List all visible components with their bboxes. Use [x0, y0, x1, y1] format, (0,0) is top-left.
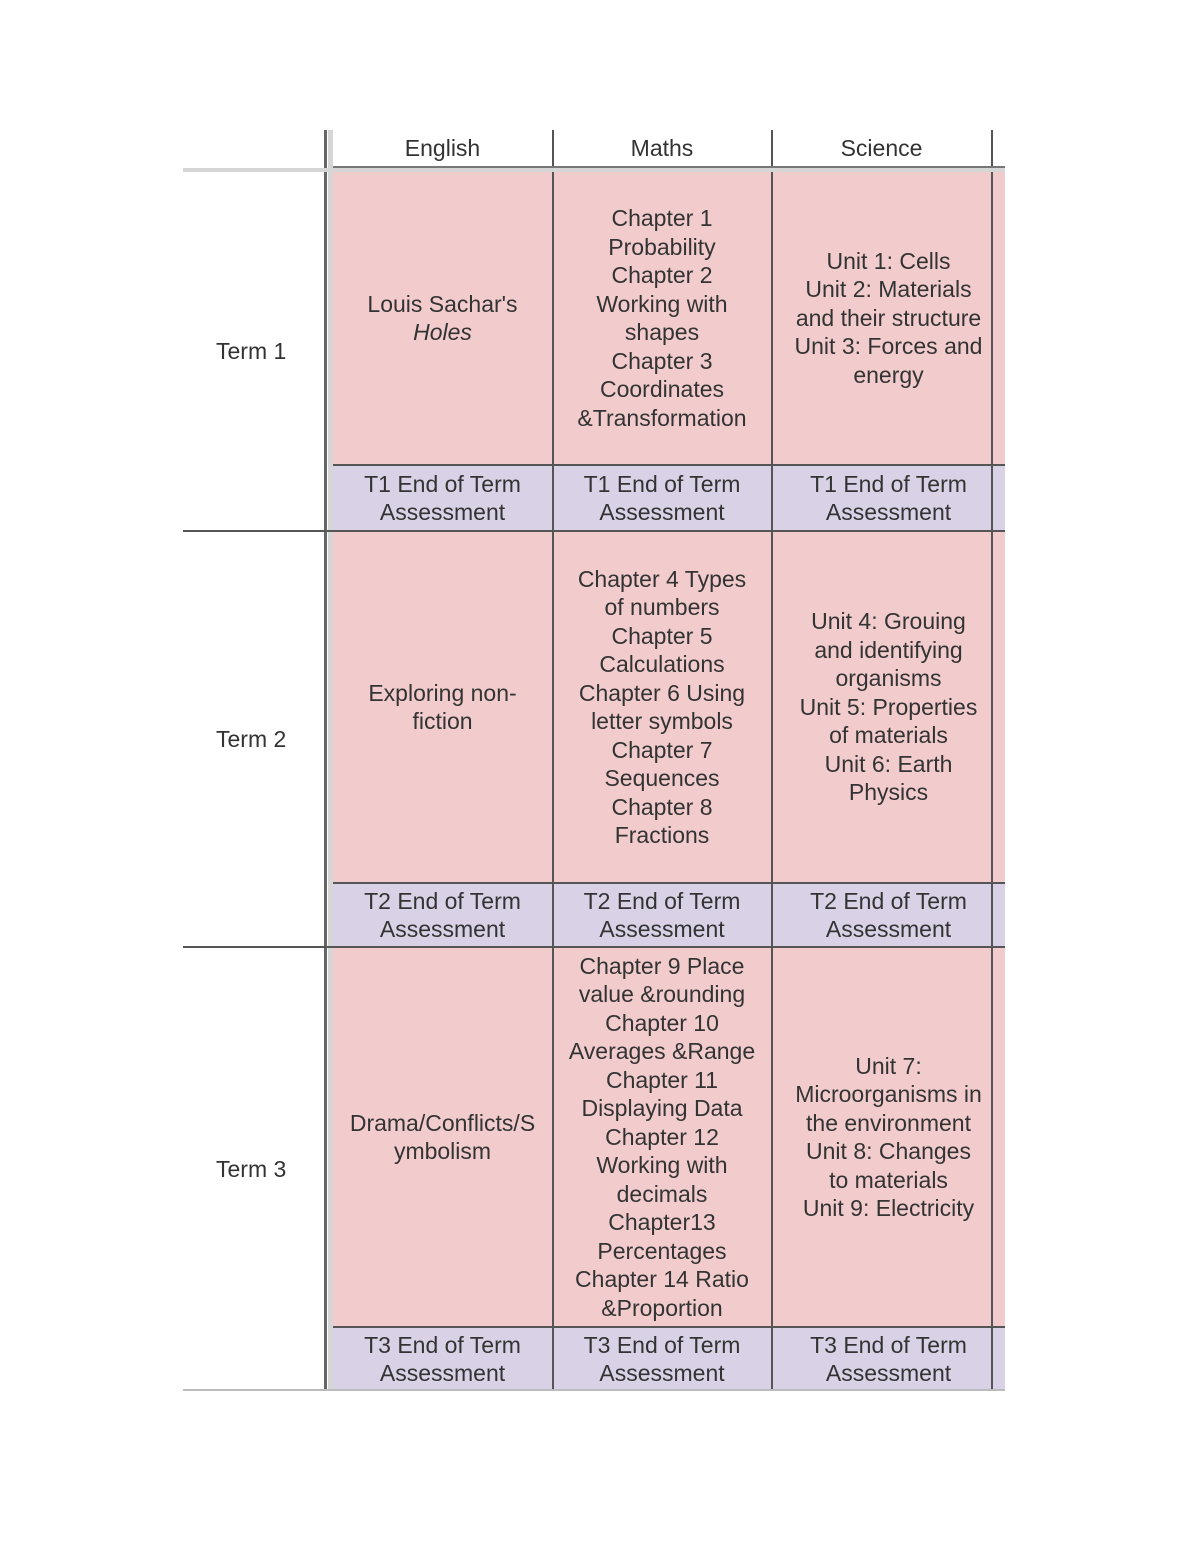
term-2-maths-assessment — [553, 883, 771, 946]
cell-line: Assessment — [599, 915, 725, 942]
term-3-label: Term 3 — [216, 1155, 287, 1182]
cell-line: Fractions — [614, 822, 710, 848]
cell-line: Microorganisms in — [795, 1081, 982, 1107]
cell-line: Chapter 2 — [611, 262, 713, 288]
cell-line: Probability — [608, 233, 716, 260]
cell-line: T3 End of Term — [810, 1331, 967, 1358]
cell-line: Working with — [596, 1152, 728, 1179]
cell-line: to materials — [829, 1166, 948, 1193]
cell-line: Unit 6: Earth — [824, 750, 953, 777]
term-2-english-assessment — [333, 883, 552, 946]
cell-line: letter symbols — [591, 708, 733, 734]
cell-line: Chapter 8 — [611, 793, 713, 820]
term-3-maths — [553, 948, 771, 1326]
grid-line — [183, 946, 1005, 948]
cell-line: T3 End of Term — [364, 1331, 521, 1358]
cell-line: Unit 9: Electricity — [802, 1195, 975, 1221]
cell-line: Assessment — [599, 498, 725, 525]
cell-line: Holes — [413, 319, 472, 345]
header-english: English — [404, 134, 481, 161]
cell-line: T1 End of Term — [364, 470, 521, 497]
cell-line: Chapter 14 Ratio — [575, 1266, 749, 1293]
cell-line: &Proportion — [601, 1294, 723, 1321]
grid-line — [333, 882, 1005, 884]
term-1-english-assessment — [333, 465, 552, 530]
cell-line: Assessment — [379, 1359, 506, 1386]
cell-line: shapes — [624, 319, 700, 345]
cell-line: Chapter 12 — [605, 1123, 719, 1150]
cell-line: of numbers — [604, 594, 720, 620]
cell-line: Chapter 6 Using — [578, 679, 746, 706]
cell-line: Chapter13 — [608, 1209, 716, 1236]
cell-line: Drama/Conflicts/S — [349, 1109, 536, 1136]
cell-line: Assessment — [825, 498, 952, 525]
cell-line: Assessment — [379, 498, 506, 525]
grid-line — [333, 464, 1005, 466]
cell-line: Percentages — [597, 1237, 727, 1264]
cell-line: and their structure — [795, 304, 982, 331]
cell-line: Displaying Data — [581, 1095, 743, 1122]
term-3-maths-assessment — [553, 1327, 771, 1390]
cell-line: Working with — [596, 290, 728, 317]
cell-line: Averages &Range — [568, 1038, 756, 1065]
cell-line: Chapter 9 Place — [579, 952, 745, 979]
term-2-science — [772, 532, 1005, 882]
cell-line: Assessment — [379, 915, 506, 942]
grid-line — [552, 130, 554, 1390]
cell-line: Unit 8: Changes — [806, 1138, 971, 1164]
cell-line: Exploring non- — [368, 679, 517, 706]
term-3-science-assessment — [772, 1327, 1005, 1390]
cell-line: Chapter 10 — [605, 1009, 719, 1036]
term-1-label: Term 1 — [216, 337, 287, 364]
term-3-science — [772, 948, 1005, 1326]
grid-line — [183, 168, 1005, 172]
grid-line — [328, 130, 333, 1390]
term-1-maths-assessment — [553, 465, 771, 530]
cell-line: T2 End of Term — [364, 887, 521, 914]
cell-line: Unit 5: Properties — [799, 693, 978, 720]
term-2-maths — [553, 532, 771, 882]
term-2-science-assessment — [772, 883, 1005, 946]
term-3-english — [333, 948, 552, 1326]
cell-line: T1 End of Term — [810, 470, 967, 497]
term-3-english-assessment — [333, 1327, 552, 1390]
cell-line: Assessment — [825, 915, 952, 942]
term-1-english — [333, 172, 552, 464]
cell-line: Chapter 3 — [611, 347, 713, 374]
cell-line: Unit 3: Forces and — [794, 333, 983, 360]
cell-line: Sequences — [604, 765, 720, 791]
cell-line: Physics — [848, 779, 929, 806]
cell-line: Chapter 5 — [611, 622, 713, 649]
cell-line: energy — [853, 361, 924, 388]
cell-line: Coordinates — [599, 376, 725, 402]
cell-line: Unit 1: Cells — [826, 247, 951, 274]
term-2-english — [333, 532, 552, 882]
cell-line: Assessment — [825, 1359, 952, 1386]
term-1-maths — [553, 172, 771, 464]
header-science: Science — [840, 134, 923, 161]
grid-line — [991, 130, 993, 1390]
cell-line: Chapter 4 Types — [577, 565, 747, 592]
cell-line: and identifying — [814, 636, 963, 663]
cell-line: Chapter 7 — [611, 736, 713, 763]
grid-line — [333, 1326, 1005, 1328]
cell-line: ymbolism — [393, 1138, 492, 1164]
cell-line: organisms — [835, 665, 942, 692]
header-maths: Maths — [630, 134, 694, 161]
term-1-science-assessment — [772, 465, 1005, 530]
cell-line: of materials — [829, 722, 948, 749]
grid-line — [771, 130, 773, 1390]
cell-line: Unit 4: Grouing — [811, 608, 966, 635]
cell-line: T2 End of Term — [810, 887, 967, 914]
cell-line: Calculations — [599, 651, 725, 677]
cell-line: decimals — [616, 1180, 708, 1207]
cell-line: Unit 7: — [855, 1052, 922, 1079]
cell-line: Chapter 1 — [611, 205, 713, 231]
cell-line: Unit 2: Materials — [805, 276, 972, 303]
cell-line: fiction — [412, 708, 473, 734]
cell-line: value &rounding — [578, 981, 746, 1008]
term-2-label: Term 2 — [216, 725, 287, 752]
cell-line: T2 End of Term — [583, 887, 741, 914]
cell-line: the environment — [806, 1109, 971, 1136]
cell-line: Assessment — [599, 1359, 725, 1386]
cell-line: T3 End of Term — [583, 1331, 741, 1358]
cell-line: Louis Sachar's — [367, 290, 518, 317]
grid-line — [324, 130, 327, 1390]
term-1-science — [772, 172, 1005, 464]
grid-line — [183, 1389, 1005, 1391]
grid-line — [183, 530, 1005, 532]
cell-line: &Transformation — [577, 404, 747, 431]
cell-line: T1 End of Term — [583, 470, 741, 497]
cell-line: Chapter 11 — [605, 1066, 719, 1093]
